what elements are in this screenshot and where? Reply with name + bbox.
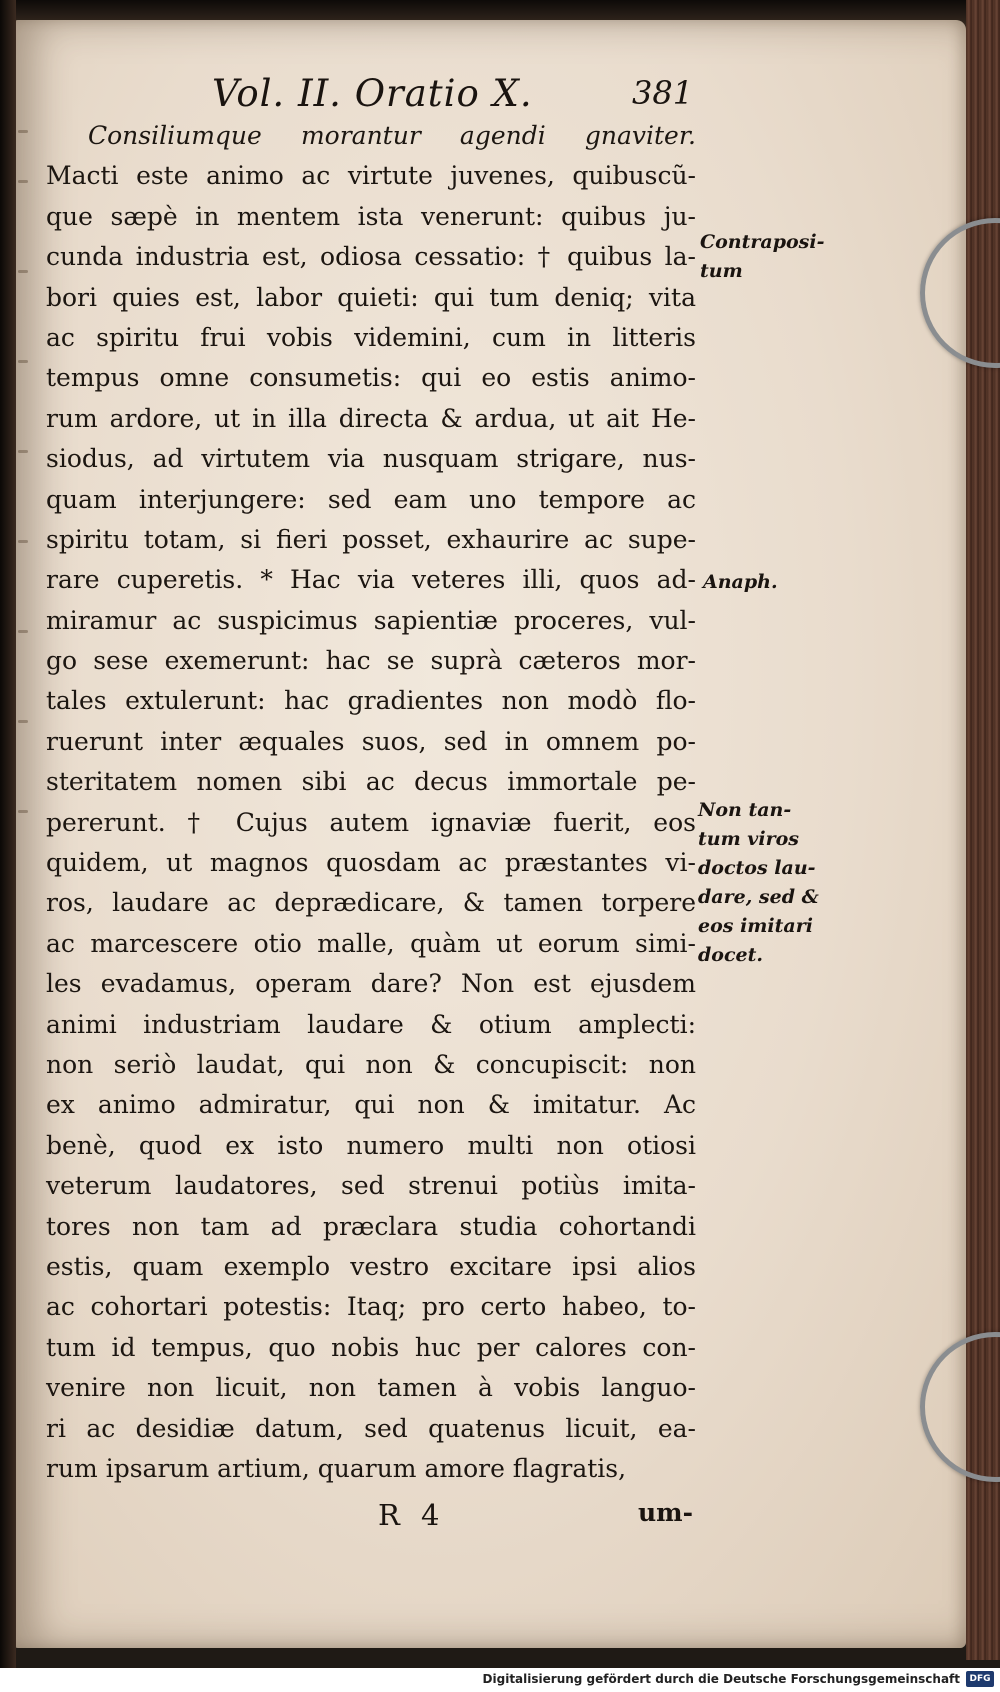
text-line: Consiliumque morantur agendi gnaviter. [88, 121, 696, 150]
text-line: ac cohortari potestis: Itaq; pro certo habeo, to- [46, 1292, 696, 1322]
text-line: go sese exemerunt: hac se suprà cæteros mor- [46, 646, 696, 676]
text-line: rum ipsarum artium, quarum amore flagratis, [46, 1453, 627, 1483]
text-line: rum ardore, ut in illa directa & ardua, ut ait He- [46, 403, 696, 433]
gutter-mark [18, 540, 28, 543]
margin-note-line: docet. [698, 944, 764, 966]
attribution-bar [0, 1668, 1000, 1692]
dfg-logo-icon: DFG [966, 1671, 994, 1687]
running-head: Vol. II. Oratio X. [212, 72, 533, 115]
text-line: siodus, ad virtutem via nusquam strigare, nus- [46, 444, 696, 474]
margin-note-line: tum viros [698, 828, 799, 850]
margin-note-line: Non tan- [698, 799, 792, 821]
margin-note-imitari [698, 796, 819, 970]
page-number: 381 [632, 74, 694, 112]
text-line: spiritu totam, si fieri posset, exhaurire ac supe- [46, 524, 696, 554]
text-line: tum id tempus, quo nobis huc per calores con- [46, 1332, 696, 1362]
text-line: tempus omne consumetis: qui eo estis animo- [46, 363, 696, 393]
text-line: quidem, ut magnos quosdam ac præstantes vi- [46, 848, 696, 878]
margin-note-anaphora [703, 568, 778, 597]
text-line: ac spiritu frui vobis videmini, cum in litteris [46, 322, 696, 352]
text-line: tales extulerunt: hac gradientes non modò flo- [46, 686, 696, 716]
text-line: pererunt. † Cujus autem ignaviæ fuerit, eos [46, 807, 696, 837]
gutter-mark [18, 270, 28, 273]
text-line: non seriò laudat, qui non & concupiscit: non [46, 1049, 696, 1079]
gutter-mark [18, 360, 28, 363]
margin-note-line: doctos lau- [698, 857, 816, 879]
text-line: ros, laudare ac deprædicare, & tamen torpere [46, 888, 696, 918]
text-line: ex animo admiratur, qui non & imitatur. Ac [46, 1090, 696, 1120]
body-text [46, 116, 696, 1489]
text-line: Macti este animo ac virtute juvenes, quibuscũ- [46, 161, 696, 191]
text-line: venire non licuit, non tamen à vobis languo- [46, 1373, 696, 1403]
text-line: animi industriam laudare & otium amplecti: [46, 1009, 696, 1039]
text-line: benè, quod ex isto numero multi non otiosi [46, 1130, 696, 1160]
margin-note-line: Contraposi- [700, 231, 825, 253]
gutter-mark [18, 810, 28, 813]
catchword: um- [638, 1498, 694, 1527]
text-line: bori quies est, labor quieti: qui tum deniq; vita [46, 282, 696, 312]
text-line: tores non tam ad præclara studia cohortandi [46, 1211, 696, 1241]
text-line: veterum laudatores, sed strenui potiùs imita- [46, 1171, 696, 1201]
text-line: les evadamus, operam dare? Non est ejusdem [46, 969, 696, 999]
gutter-mark [18, 180, 28, 183]
margin-note-line: tum [700, 260, 743, 282]
gutter-mark [18, 450, 28, 453]
text-line: quam interjungere: sed eam uno tempore ac [46, 484, 696, 514]
text-line: que sæpè in mentem ista venerunt: quibus ju- [46, 201, 696, 231]
gutter-mark [18, 630, 28, 633]
margin-note-line: dare, sed & [698, 886, 819, 908]
book-binding-edge [0, 0, 16, 1692]
margin-note-line: Anaph. [703, 571, 778, 593]
text-line: ac marcescere otio malle, quàm ut eorum simi- [46, 928, 696, 958]
text-line: ruerunt inter æquales suos, sed in omnem po- [46, 726, 696, 756]
text-line: miramur ac suspicimus sapientiæ proceres, vul- [46, 605, 696, 635]
gutter-mark [18, 130, 28, 133]
text-line: rare cuperetis. * Hac via veteres illi, quos ad- [46, 565, 696, 595]
attribution-text: Digitalisierung gefördert durch die Deutsche Forschungsgemeinschaft [482, 1672, 960, 1686]
margin-note-line: eos imitari [698, 915, 813, 937]
margin-note-contrapositum [700, 228, 824, 286]
text-line: estis, quam exemplo vestro excitare ipsi alios [46, 1251, 696, 1281]
gutter-mark [18, 720, 28, 723]
signature-mark: R 4 [378, 1498, 446, 1532]
text-line: ri ac desidiæ datum, sed quatenus licuit, ea- [46, 1413, 696, 1443]
text-line: steritatem nomen sibi ac decus immortale pe- [46, 767, 696, 797]
text-line: cunda industria est, odiosa cessatio: † quibus la- [46, 242, 696, 272]
